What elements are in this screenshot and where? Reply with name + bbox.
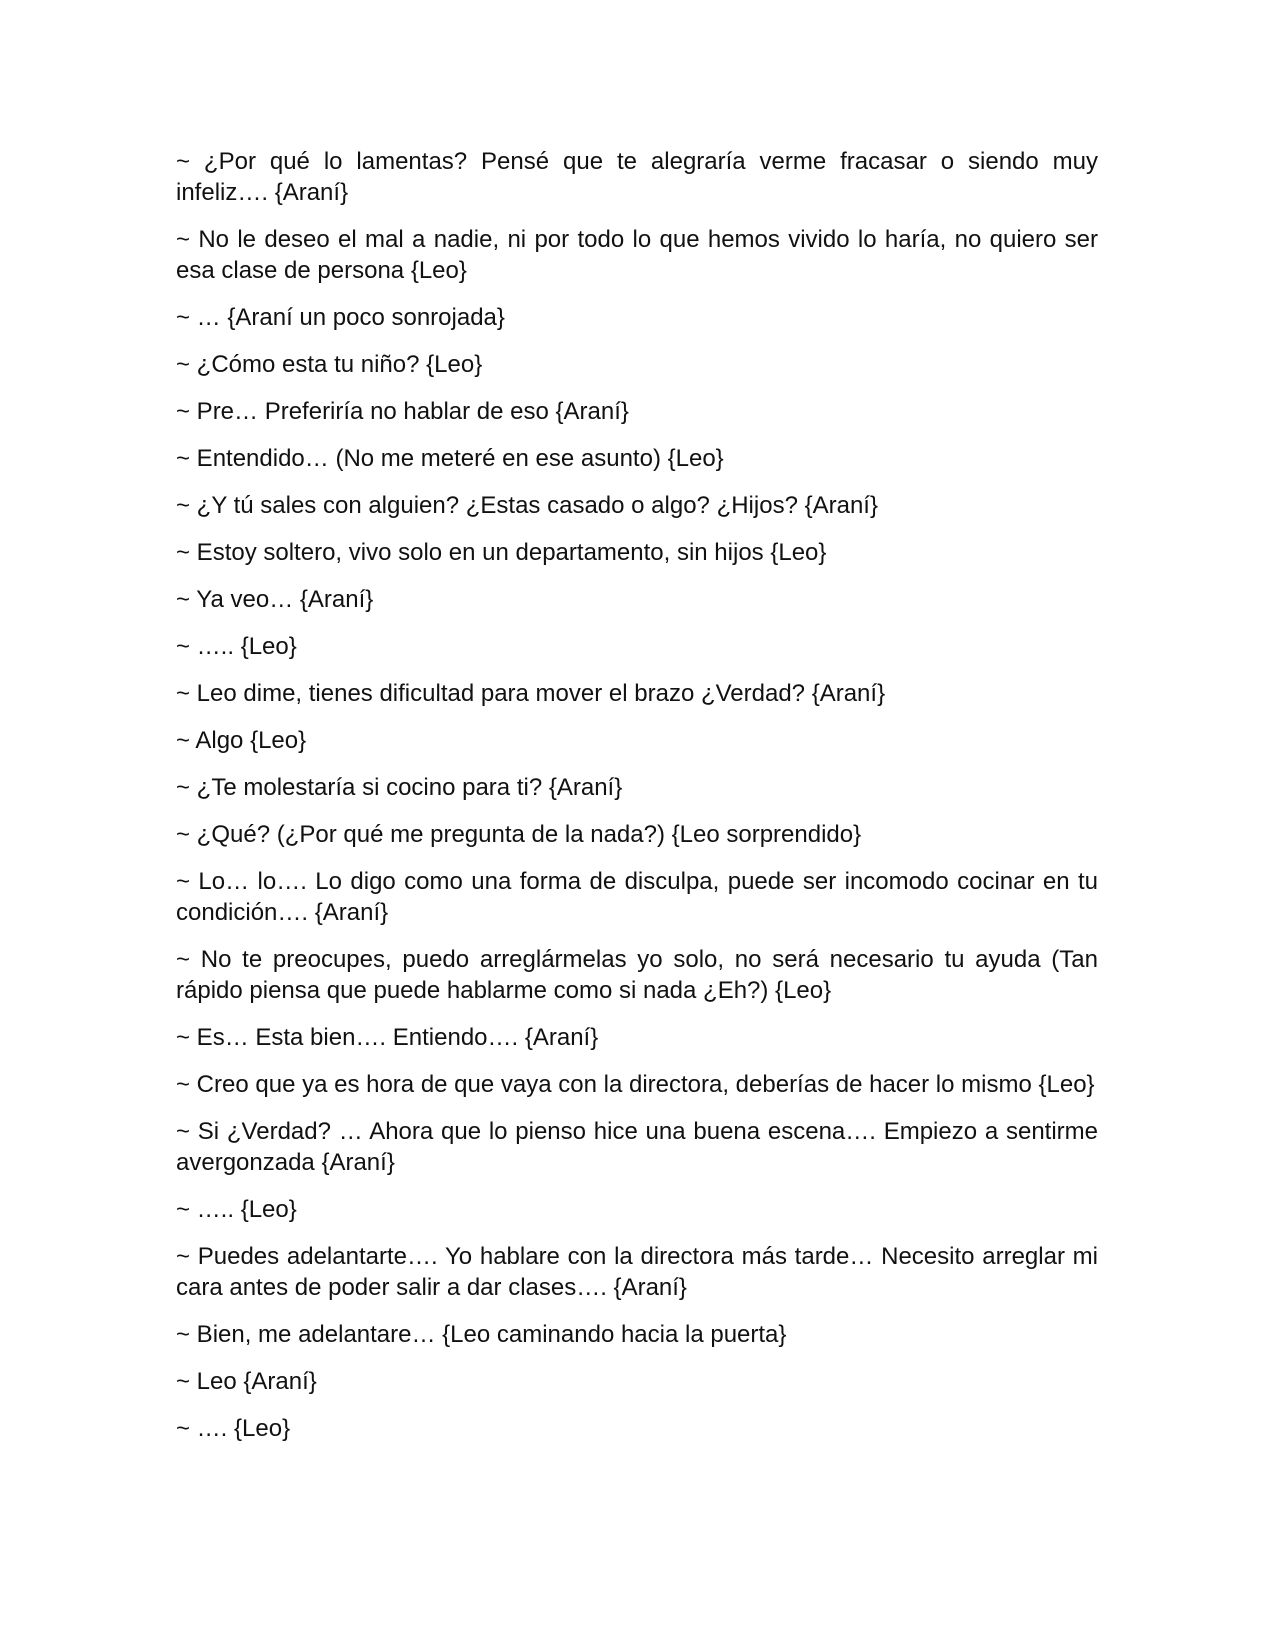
dialogue-line: ~ Creo que ya es hora de que vaya con la directora, deberías de hacer lo mismo {Leo} — [176, 1071, 1095, 1098]
dialogue-line: ~ Leo dime, tienes dificultad para mover el brazo ¿Verdad? {Araní} — [176, 680, 886, 707]
dialogue-line: ~ Estoy soltero, vivo solo en un departamento, sin hijos {Leo} — [176, 539, 827, 566]
dialogue-line: ~ Entendido… (No me meteré en ese asunto) {Leo} — [176, 445, 724, 472]
dialogue-line: ~ ¿Te molestaría si cocino para ti? {Araní} — [176, 774, 623, 801]
dialogue-line: ~ Bien, me adelantare… {Leo caminando hacia la puerta} — [176, 1321, 787, 1348]
dialogue-line: ~ Puedes adelantarte…. Yo hablare con la directora más tarde… Necesito arreglar mi cara antes de poder salir a dar clases…. {Araní} — [176, 1243, 1098, 1301]
dialogue-line: ~ ¿Por qué lo lamentas? Pensé que te alegraría verme fracasar o siendo muy infeliz…. {Araní} — [176, 148, 1098, 206]
dialogue-line: ~ Ya veo… {Araní} — [176, 586, 374, 613]
dialogue-line: ~ ¿Cómo esta tu niño? {Leo} — [176, 351, 483, 378]
dialogue-line: ~ No le deseo el mal a nadie, ni por todo lo que hemos vivido lo haría, no quiero ser esa clase de persona {Leo} — [176, 226, 1098, 284]
dialogue-line: ~ … {Araní un poco sonrojada} — [176, 304, 505, 331]
dialogue-line: ~ ¿Y tú sales con alguien? ¿Estas casado o algo? ¿Hijos? {Araní} — [176, 492, 878, 519]
document-page — [176, 146, 1098, 1460]
dialogue-line: ~ ….. {Leo} — [176, 633, 297, 660]
dialogue-line: ~ Algo {Leo} — [176, 727, 307, 754]
dialogue-line: ~ ¿Qué? (¿Por qué me pregunta de la nada?) {Leo sorprendido} — [176, 821, 862, 848]
dialogue-line: ~ Lo… lo…. Lo digo como una forma de disculpa, puede ser incomodo cocinar en tu condición…. {Araní} — [176, 868, 1098, 926]
dialogue-line: ~ …. {Leo} — [176, 1415, 291, 1442]
dialogue-line: ~ Si ¿Verdad? … Ahora que lo pienso hice una buena escena…. Empiezo a sentirme avergonzada {Araní} — [176, 1118, 1098, 1176]
dialogue-line: ~ Es… Esta bien…. Entiendo…. {Araní} — [176, 1024, 599, 1051]
dialogue-line: ~ No te preocupes, puedo arreglármelas yo solo, no será necesario tu ayuda (Tan rápido piensa que puede hablarme como si nada ¿Eh?) {Leo} — [176, 946, 1098, 1004]
dialogue-line: ~ Leo {Araní} — [176, 1368, 317, 1395]
dialogue-line: ~ ….. {Leo} — [176, 1196, 297, 1223]
dialogue-line: ~ Pre… Preferiría no hablar de eso {Araní} — [176, 398, 629, 425]
